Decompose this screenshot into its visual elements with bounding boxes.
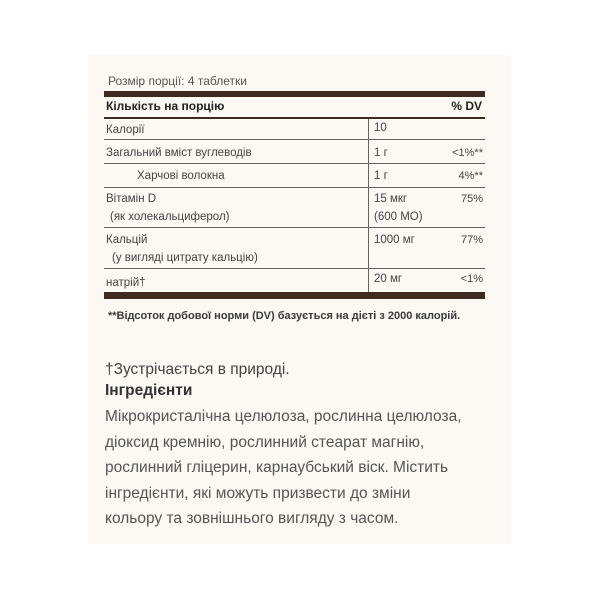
ingredients-line: рослинний гліцерин, карнаубський віск. Містить (105, 459, 449, 476)
row-name-main: Кальцій (106, 234, 148, 246)
row-amount: 1 г (374, 170, 388, 182)
dv-label: % DV (451, 99, 482, 113)
row-amount: 1 г (374, 147, 388, 159)
table-header (104, 98, 485, 116)
row-dv: <1% (460, 273, 483, 285)
table-row-vitamin-d (104, 188, 485, 228)
ingredients-line: інгредієнти, які можуть призвести до зміни (105, 484, 411, 502)
top-divider (104, 91, 485, 97)
row-name: Калорії (106, 124, 145, 136)
row-dv: 77% (460, 234, 483, 246)
row-dv: <1%** (452, 147, 483, 159)
row-amount-sub: (600 МО) (374, 211, 423, 223)
row-divider (104, 139, 485, 140)
supplement-facts-panel (88, 55, 511, 544)
row-divider (104, 268, 485, 269)
row-name-sub: (у вигляді цитрату кальцію) (112, 252, 258, 264)
table-row-calcium (104, 229, 485, 267)
ingredients-line: Мікрокристалічна целюлоза, рослинна целюлоза, (105, 408, 462, 425)
row-dv: 4%** (458, 170, 483, 182)
row-name: Загальний вміст вуглеводів (106, 147, 252, 159)
ingredients-text (105, 404, 505, 532)
naturally-occurring-note: †Зустрічається в природі. (105, 361, 290, 378)
row-divider (104, 163, 485, 164)
ingredients-line: кольору та зовнішнього вигляду з часом. (105, 510, 399, 527)
ingredients-title: Інгредієнти (105, 382, 193, 399)
bottom-divider (104, 292, 485, 299)
table-row-fiber (104, 165, 485, 187)
row-amount-main: 15 мкг (374, 193, 408, 205)
row-name-main: Вітамін D (106, 193, 157, 205)
table-row-carbs (104, 142, 485, 164)
dv-footnote: **Відсоток добової норми (DV) базується на дієті з 2000 калорій. (108, 310, 461, 322)
row-dv: 75% (460, 193, 483, 205)
table-row-sodium (104, 270, 485, 292)
row-amount: 10 (374, 122, 387, 134)
row-amount (374, 190, 423, 226)
row-amount: 1000 мг (374, 234, 415, 246)
row-name: натрій† (106, 277, 146, 289)
row-name-sub: (як холекальциферол) (110, 211, 230, 223)
row-divider (104, 227, 485, 228)
table-row-calories (104, 119, 485, 139)
row-name: Харчові волокна (137, 170, 225, 182)
amount-per-serving-label: Кількість на порцію (106, 99, 225, 113)
row-name (106, 231, 258, 267)
ingredients-line: діоксид кремнію, рослинний стеарат магнію, (105, 433, 425, 451)
row-amount: 20 мг (374, 273, 403, 285)
row-name (106, 190, 229, 226)
serving-size: Розмір порції: 4 таблетки (108, 74, 247, 88)
